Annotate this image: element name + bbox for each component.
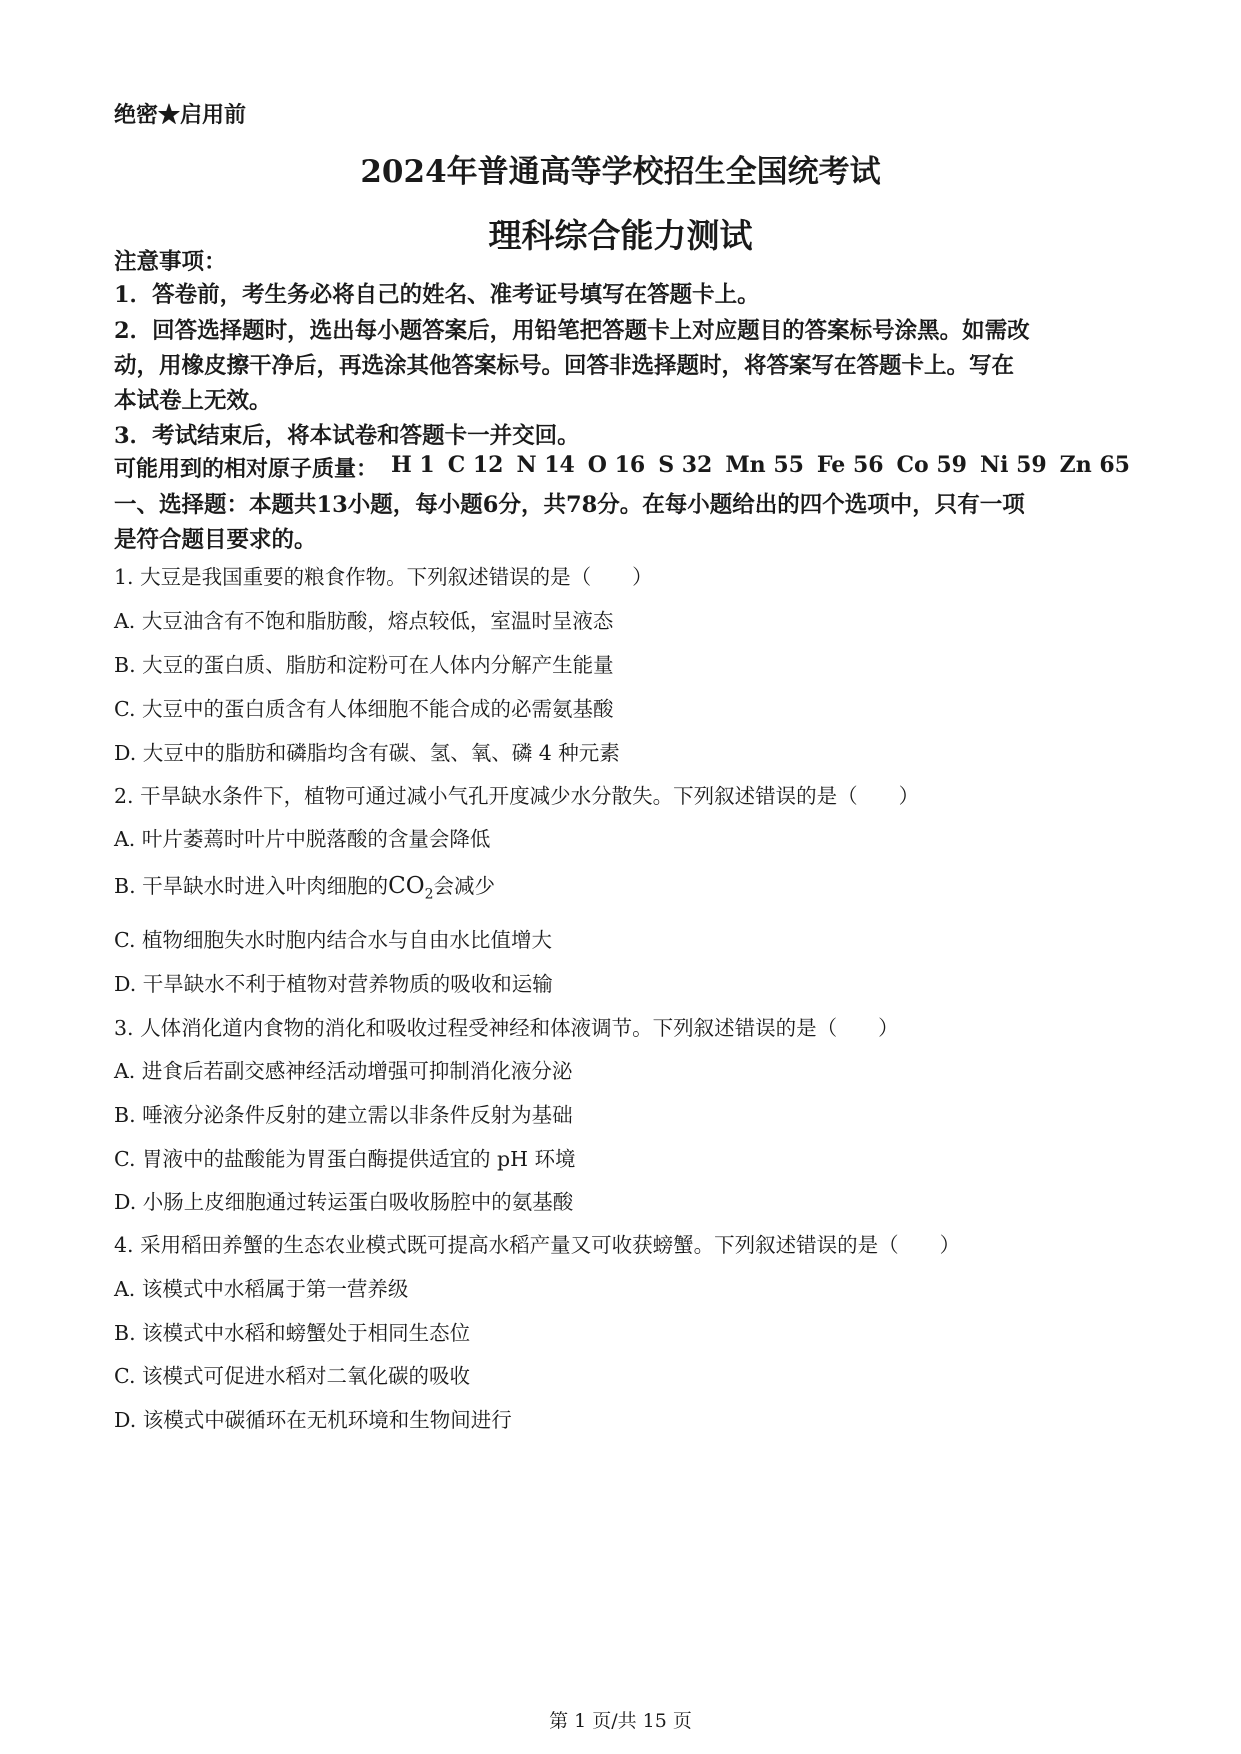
question-2-option-b bbox=[114, 869, 495, 903]
atomic-mass-item: Fe 56 bbox=[816, 452, 884, 478]
question-3-option-a: A. 进食后若副交感神经活动增强可抑制消化液分泌 bbox=[114, 1059, 573, 1083]
atomic-mass-item: C 12 bbox=[447, 452, 504, 478]
atomic-mass-item: Co 59 bbox=[896, 452, 967, 478]
question-3-option-d: D. 小肠上皮细胞通过转运蛋白吸收肠腔中的氨基酸 bbox=[114, 1190, 574, 1214]
question-3-option-c: C. 胃液中的盐酸能为胃蛋白酶提供适宜的 pH 环境 bbox=[114, 1147, 576, 1171]
atomic-mass-row bbox=[114, 452, 1130, 483]
question-4-option-c: C. 该模式可促进水稻对二氧化碳的吸收 bbox=[114, 1364, 470, 1388]
exam-subtitle: 理科综合能力测试 bbox=[488, 216, 753, 255]
page-number: 第 1 页/共 15 页 bbox=[549, 1710, 692, 1732]
question-1-option-d: D. 大豆中的脂肪和磷脂均含有碳、氢、氧、磷 4 种元素 bbox=[114, 741, 620, 765]
atomic-mass-item: Mn 55 bbox=[725, 452, 804, 478]
atomic-mass-item: O 16 bbox=[587, 452, 646, 478]
atomic-mass-item: Ni 59 bbox=[979, 452, 1047, 478]
atomic-mass-item: S 32 bbox=[658, 452, 713, 478]
notice-line-2: 2．回答选择题时，选出每小题答案后，用铅笔把答题卡上对应题目的答案标号涂黑。如需改 bbox=[114, 318, 1030, 344]
notice-heading: 注意事项： bbox=[114, 249, 227, 275]
question-2-option-c: C. 植物细胞失水时胞内结合水与自由水比值增大 bbox=[114, 928, 552, 952]
question-3-stem: 3. 人体消化道内食物的消化和吸收过程受神经和体液调节。下列叙述错误的是（ ） bbox=[114, 1016, 899, 1040]
notice-line-5: 3．考试结束后，将本试卷和答题卡一并交回。 bbox=[114, 423, 580, 449]
co2-formula-subscript: 2 bbox=[424, 886, 434, 903]
question-4-option-b: B. 该模式中水稻和螃蟹处于相同生态位 bbox=[114, 1321, 471, 1345]
question-1-option-b: B. 大豆的蛋白质、脂肪和淀粉可在人体内分解产生能量 bbox=[114, 653, 614, 677]
co2-formula-main: CO bbox=[388, 873, 425, 899]
notice-line-3: 动，用橡皮擦干净后，再选涂其他答案标号。回答非选择题时，将答案写在答题卡上。写在 bbox=[114, 353, 1015, 379]
question-2-option-b-suffix: 会减少 bbox=[433, 874, 495, 898]
section-heading-line-2: 是符合题目要求的。 bbox=[114, 527, 317, 553]
section-heading-line-1: 一、选择题：本题共13小题，每小题6分，共78分。在每小题给出的四个选项中，只有一项 bbox=[114, 492, 1025, 518]
confidential-label: 绝密★启用前 bbox=[114, 102, 247, 128]
atomic-mass-label: 可能用到的相对原子质量： bbox=[114, 456, 379, 482]
question-2-option-d: D. 干旱缺水不利于植物对营养物质的吸收和运输 bbox=[114, 972, 553, 996]
question-4-stem: 4. 采用稻田养蟹的生态农业模式既可提高水稻产量又可收获螃蟹。下列叙述错误的是（ ） bbox=[114, 1233, 961, 1257]
question-4-option-a: A. 该模式中水稻属于第一营养级 bbox=[114, 1277, 409, 1301]
question-1-option-a: A. 大豆油含有不饱和脂肪酸，熔点较低，室温时呈液态 bbox=[114, 609, 614, 633]
question-2-option-a: A. 叶片萎蔫时叶片中脱落酸的含量会降低 bbox=[114, 827, 491, 851]
question-2-option-b-prefix: B. 干旱缺水时进入叶肉细胞的 bbox=[114, 874, 389, 898]
notice-line-1: 1．答卷前，考生务必将自己的姓名、准考证号填写在答题卡上。 bbox=[114, 282, 760, 308]
question-4-option-d: D. 该模式中碳循环在无机环境和生物间进行 bbox=[114, 1408, 512, 1432]
notice-line-4: 本试卷上无效。 bbox=[114, 388, 272, 414]
question-2-stem: 2. 干旱缺水条件下，植物可通过减小气孔开度减少水分散失。下列叙述错误的是（ ） bbox=[114, 784, 920, 808]
exam-title: 2024年普通高等学校招生全国统考试 bbox=[360, 154, 881, 190]
atomic-mass-item: N 14 bbox=[516, 452, 575, 478]
question-1-stem: 1. 大豆是我国重要的粮食作物。下列叙述错误的是（ ） bbox=[114, 565, 653, 589]
atomic-mass-item: Zn 65 bbox=[1059, 452, 1130, 478]
atomic-mass-item: H 1 bbox=[390, 452, 435, 478]
question-1-option-c: C. 大豆中的蛋白质含有人体细胞不能合成的必需氨基酸 bbox=[114, 697, 614, 721]
co2-formula bbox=[388, 873, 434, 903]
question-3-option-b: B. 唾液分泌条件反射的建立需以非条件反射为基础 bbox=[114, 1103, 573, 1127]
